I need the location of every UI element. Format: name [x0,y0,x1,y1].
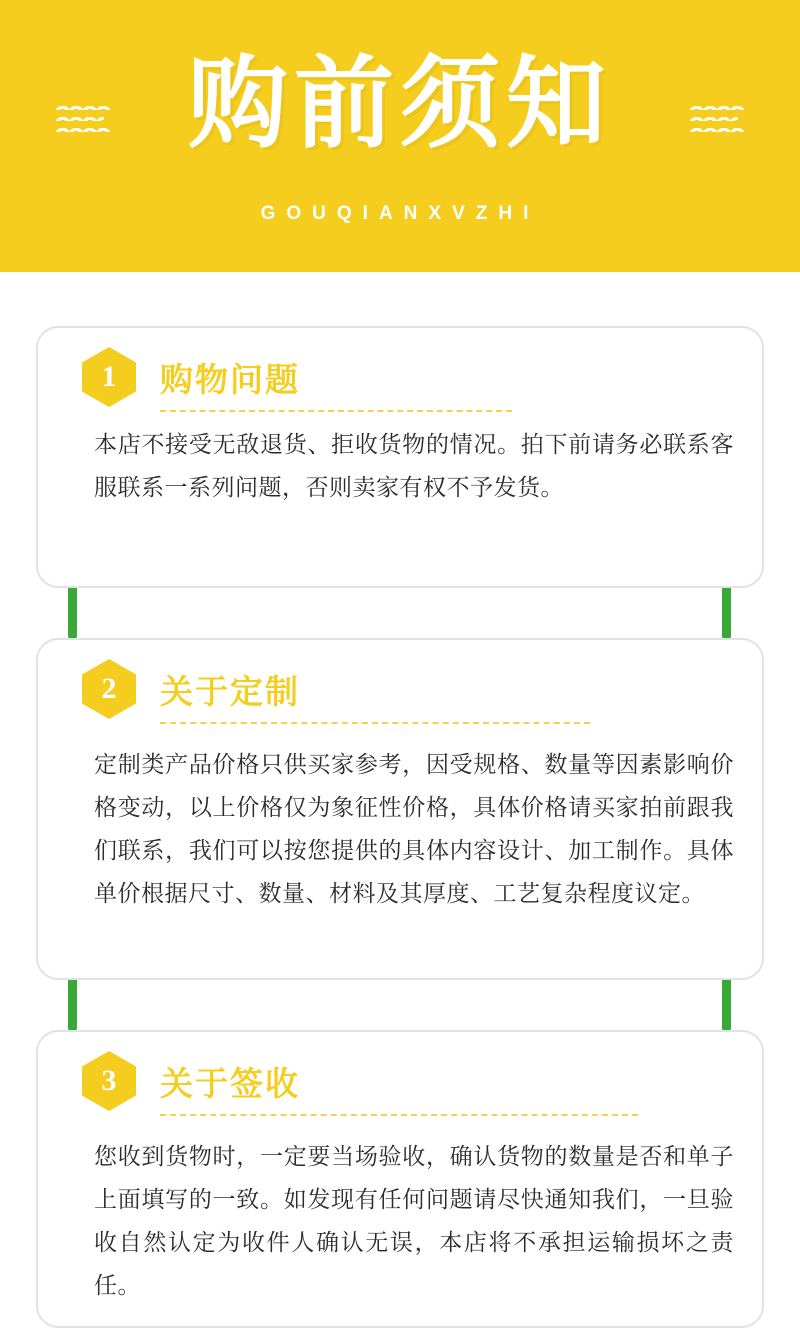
page-title-pinyin: GOUQIANXVZHI [260,203,540,224]
hexagon-badge-1-icon [80,346,138,408]
info-card-1-divider [160,410,512,412]
info-card-1-number: 1 [101,360,117,393]
info-card-3-header [38,1032,762,1106]
info-card-2-body: 定制类产品价格只供买家参考，因受规格、数量等因素影响价格变动，以上价格仅为象征性价格，具体价格请买家拍前跟我们联系，我们可以按您提供的具体内容设计、加工制作。具体单价根据尺寸、数量、材料及其厚度、工艺复杂程度议定。 [94,752,734,907]
info-card-2-divider [160,722,590,724]
info-card-1-title: 购物问题 [160,360,300,399]
info-card-1 [36,326,764,588]
hexagon-badge-2-icon [80,658,138,720]
info-card-2-title: 关于定制 [160,672,300,711]
info-card-1-header [38,328,762,402]
info-card-2-number: 2 [101,672,117,705]
info-card-3-divider [160,1114,638,1116]
header-banner [0,0,800,272]
info-card-3-body: 您收到货物时，一定要当场验收，确认货物的数量是否和单子上面填写的一致。如发现有任何问题请尽快通知我们，一旦验收自然认定为收件人确认无误，本店将不承担运输损坏之责任。 [94,1144,734,1299]
info-card-3-number: 3 [101,1064,117,1097]
hexagon-badge-3-icon [80,1050,138,1112]
info-card-2-header [38,640,762,714]
info-card-1-body: 本店不接受无敌退货、拒收货物的情况。拍下前请务必联系客服联系一系列问题，否则卖家有权不予发货。 [94,432,734,501]
info-card-2 [36,638,764,980]
banner-content [0,0,800,272]
info-card-3-title: 关于签收 [160,1064,300,1103]
page-title: 购前须知 [188,45,612,162]
info-card-3 [36,1030,764,1328]
